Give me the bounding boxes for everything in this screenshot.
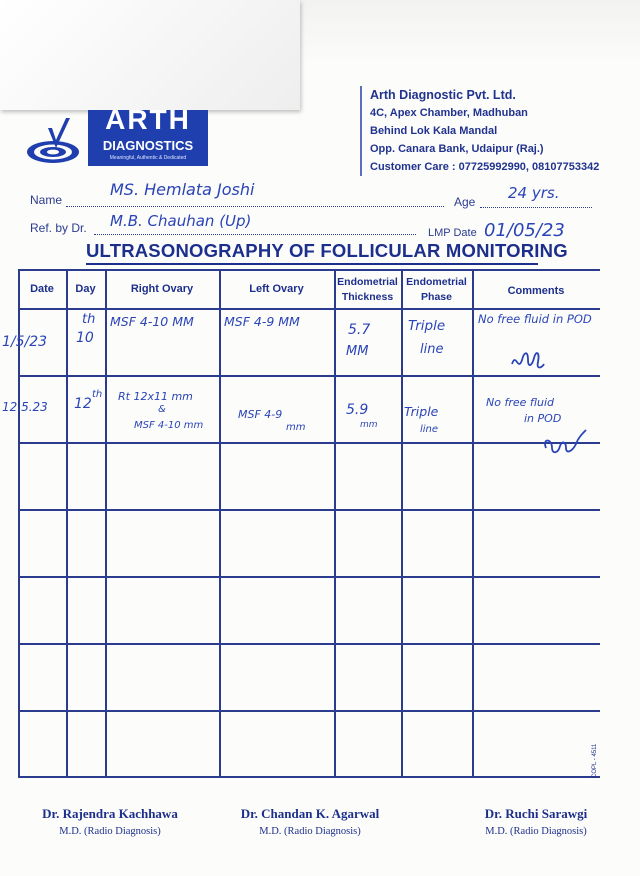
ref-label: Ref. by Dr. (30, 221, 87, 235)
title-underline (86, 263, 538, 265)
row1-date: 1/5/23 (2, 334, 48, 350)
row1-day-suffix: th (82, 312, 96, 327)
age-label: Age (454, 195, 476, 209)
lab-address (360, 86, 599, 176)
doctor-degree: M.D. (Radio Diagnosis) (259, 826, 361, 837)
row1-phase: Triple (408, 318, 446, 334)
row2-phase: Triple (404, 404, 439, 419)
doctor-degree: M.D. (Radio Diagnosis) (59, 826, 161, 837)
customer-care: Customer Care : 07725992990, 08107753342 (370, 161, 600, 173)
lmp-label: LMP Date (428, 227, 477, 239)
address-line: 4C, Apex Chamber, Madhuban (370, 107, 528, 119)
signature-icon (540, 426, 588, 458)
row1-right-ovary: MSF 4-10 MM (110, 314, 194, 329)
doctor-name: Dr. Rajendra Kachhawa (42, 806, 178, 821)
row2-left-unit: mm (286, 422, 306, 433)
form-code: COPL - 4511 (592, 743, 598, 778)
row2-date: 12.5.23 (2, 400, 48, 414)
header-line: Endometrial (337, 276, 398, 288)
row1-phase-line: line (420, 342, 444, 357)
arth-logo (26, 104, 216, 168)
row2-comment: No free fluid (486, 396, 554, 409)
name-label: Name (30, 193, 63, 207)
ref-line (94, 233, 416, 235)
header-day: Day (75, 283, 96, 295)
table-column-rule (66, 269, 68, 777)
row2-left-ovary: MSF 4-9 (238, 408, 283, 421)
row2-right-msf: MSF 4-10 mm (134, 420, 204, 431)
signature-icon (510, 342, 546, 376)
header-endometrial-thickness (334, 275, 401, 305)
paper-sticker (0, 0, 300, 110)
name-value: MS. Hemlata Joshi (110, 180, 255, 199)
row2-thickness: 5.9 (346, 402, 369, 418)
header-comments: Comments (507, 285, 565, 297)
table-column-rule (472, 269, 474, 777)
target-logo-icon (26, 118, 84, 166)
row1-thickness-unit: MM (346, 344, 369, 359)
age-line (480, 206, 592, 208)
company-name: Arth Diagnostic Pvt. Ltd. (370, 88, 516, 102)
header-line: Endometrial (406, 276, 467, 288)
age-value: 24 yrs. (508, 184, 560, 202)
doctor-name: Dr. Chandan K. Agarwal (240, 806, 380, 821)
name-line (66, 205, 444, 207)
doctor-degree: M.D. (Radio Diagnosis) (485, 826, 587, 837)
row1-comment: No free fluid in POD (478, 312, 592, 326)
address-line: Opp. Canara Bank, Udaipur (Raj.) (370, 143, 544, 155)
logo-box (88, 104, 208, 166)
header-line: Phase (421, 291, 452, 303)
row1-day: 10 (76, 330, 94, 346)
logo-word: ARTH (105, 104, 191, 135)
header-line: Thickness (341, 291, 394, 303)
header-endometrial-phase (401, 275, 472, 305)
ref-value: M.B. Chauhan (Up) (110, 212, 252, 230)
logo-tagline: Meaningful, Authentic & Dedicated (109, 155, 187, 161)
row2-thickness-unit: mm (360, 420, 378, 430)
row2-right-ovary: Rt 12x11 mm (118, 390, 193, 403)
row2-day-suffix: th (92, 389, 103, 400)
logo-subtitle: DIAGNOSTICS (102, 138, 194, 153)
table-column-rule (105, 269, 107, 777)
row1-thickness: 5.7 (348, 322, 371, 338)
header-left-ovary: Left Ovary (249, 283, 304, 295)
row2-phase-line: line (420, 424, 439, 435)
table-column-rule (219, 269, 221, 777)
lmp-value: 01/05/23 (484, 220, 565, 241)
row2-day: 12 (74, 396, 92, 412)
table-column-rule (334, 269, 336, 777)
doctor-name: Dr. Ruchi Sarawgi (484, 806, 588, 821)
address-line: Behind Lok Kala Mandal (370, 125, 498, 137)
report-title: ULTRASONOGRAPHY OF FOLLICULAR MONITORING (86, 240, 568, 261)
header-right-ovary: Right Ovary (130, 283, 194, 295)
table-column-rule (401, 269, 403, 777)
row1-left-ovary: MSF 4-9 MM (224, 314, 300, 329)
row2-right-and: & (158, 404, 166, 415)
row2-comment-pod: in POD (524, 412, 562, 425)
header-date: Date (30, 283, 54, 295)
